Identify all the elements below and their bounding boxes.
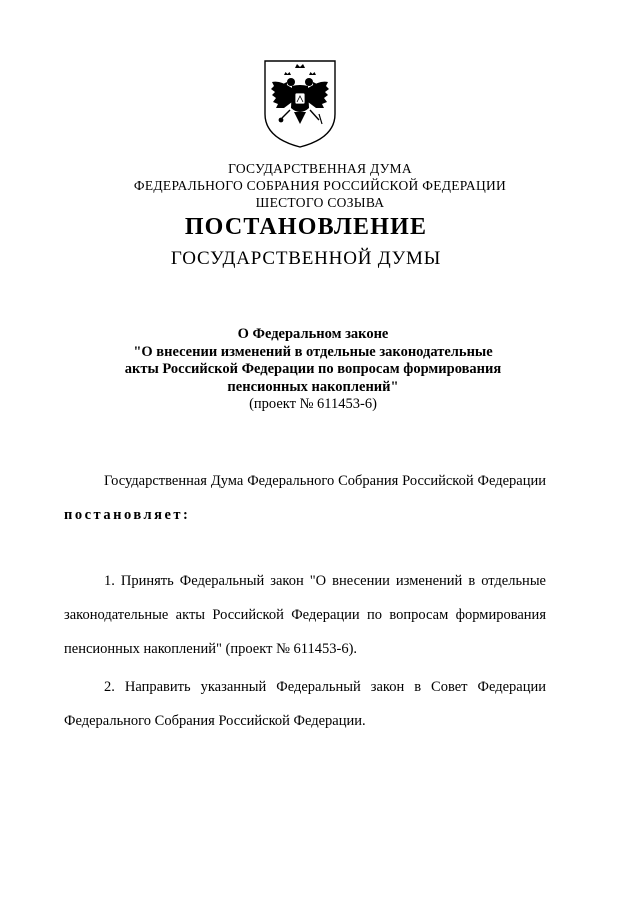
- issuing-body-header: [0, 160, 640, 211]
- document-issuer-title: ГОСУДАРСТВЕННОЙ ДУМЫ: [170, 248, 442, 269]
- header-line-duma: ГОСУДАРСТВЕННАЯ ДУМА: [228, 161, 412, 176]
- resolution-subject: [0, 326, 626, 414]
- subject-line-4: пенсионных накоплений": [227, 378, 399, 395]
- intro-text: Государственная Дума Федерального Собрания Российской Федерации: [104, 473, 546, 489]
- subject-line-2: "О внесении изменений в отдельные законодательные: [133, 343, 493, 360]
- resolution-intro-paragraph: [64, 464, 546, 532]
- coat-of-arms-icon: [262, 58, 338, 150]
- resolution-item-2: [64, 670, 546, 738]
- subject-line-3: акты Российской Федерации по вопросам формирования: [124, 361, 502, 377]
- header-line-convocation: ШЕСТОГО СОЗЫВА: [255, 195, 385, 210]
- header-line-assembly: ФЕДЕРАЛЬНОГО СОБРАНИЯ РОССИЙСКОЙ ФЕДЕРАЦИИ: [133, 178, 507, 193]
- intro-verb: постановляет:: [64, 507, 191, 523]
- document-type-title: ПОСТАНОВЛЕНИЕ: [184, 214, 428, 240]
- subject-line-1: О Федеральном законе: [237, 326, 389, 342]
- item-2-text: 2. Направить указанный Федеральный закон в Совет Федерации Федерального Собрания Российской Федерации.: [64, 679, 546, 729]
- project-number: (проект № 611453-6): [249, 396, 377, 412]
- resolution-item-1: [64, 564, 546, 666]
- item-1-text: 1. Принять Федеральный закон "О внесении изменений в отдельные законодательные акты Российской Федерации по вопросам формирования пенсионных накоплений" (проект № 611453-6).: [64, 573, 546, 657]
